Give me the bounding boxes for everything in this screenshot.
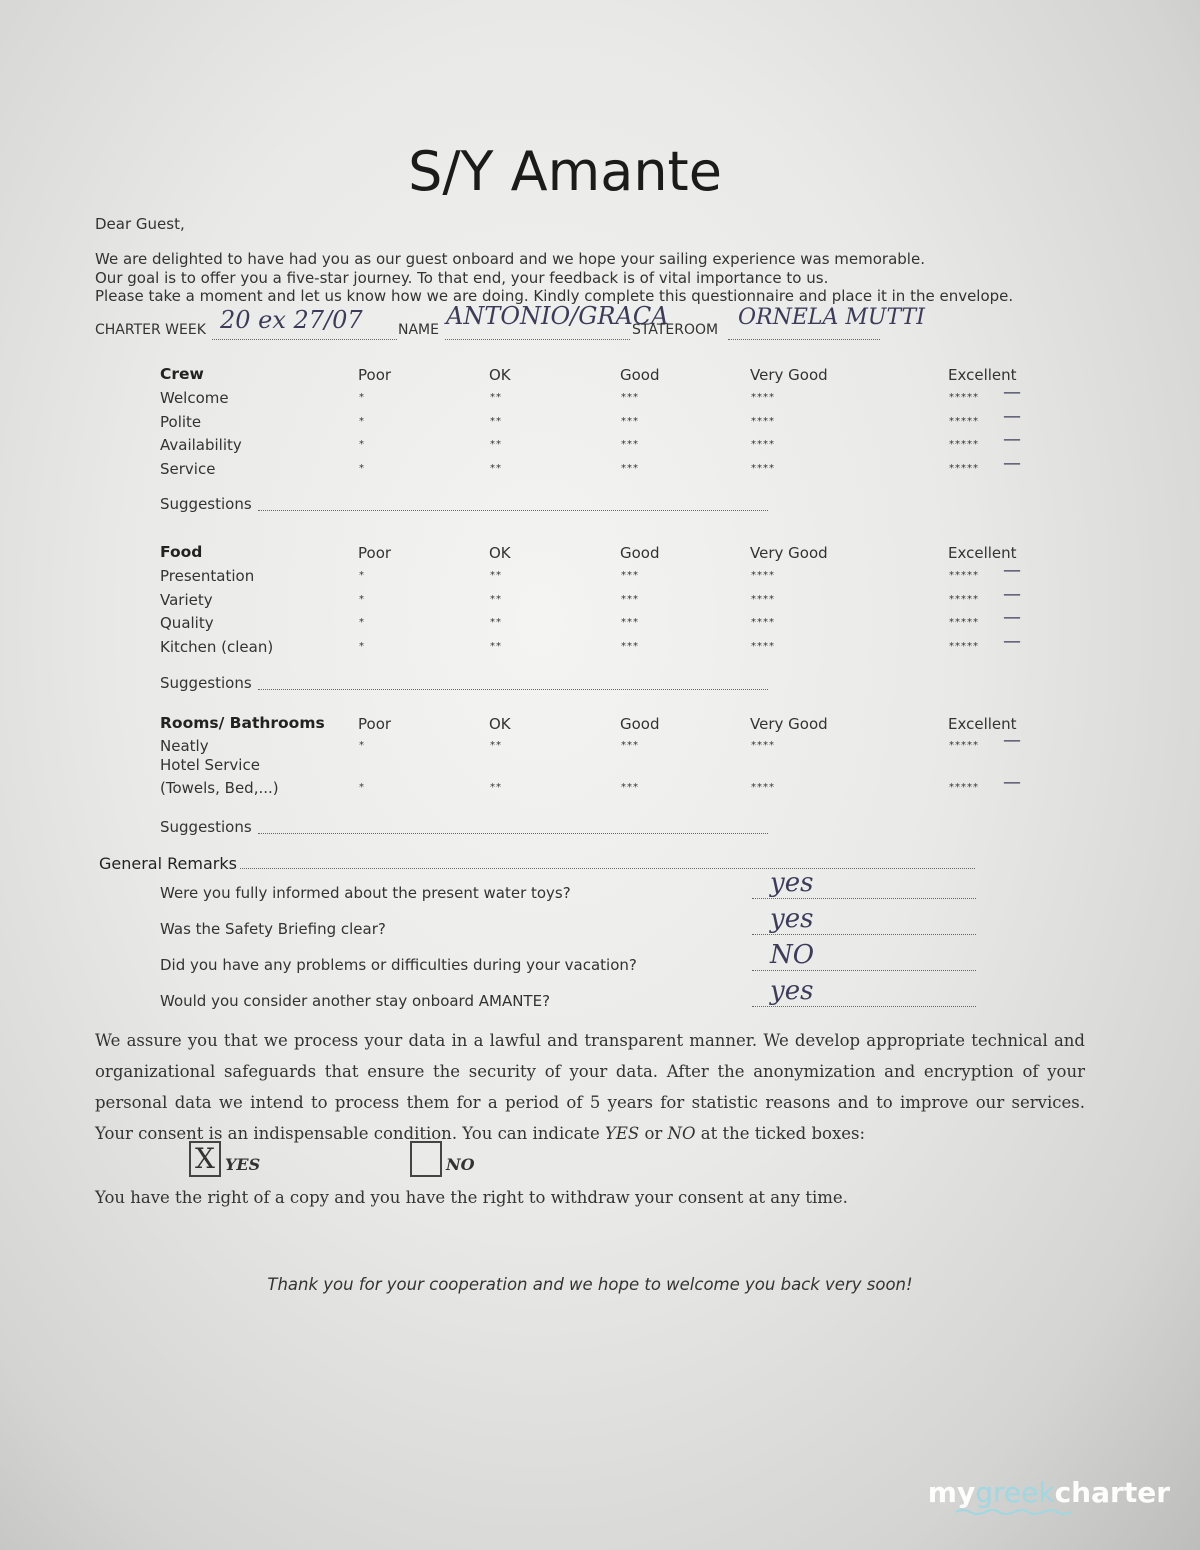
rating-check-mark: — — [1003, 607, 1021, 628]
column-header-excellent: Excellent — [948, 715, 1017, 733]
rating-option[interactable]: **** — [751, 740, 775, 751]
rating-option[interactable]: **** — [751, 415, 775, 427]
rating-option[interactable]: *** — [621, 640, 639, 652]
column-header-ok: OK — [489, 366, 511, 384]
name-value[interactable]: ANTONIO/GRACA — [446, 302, 669, 330]
charter-week-label: CHARTER WEEK — [95, 322, 206, 338]
answer-line — [752, 1006, 976, 1007]
consent-text — [95, 1025, 1085, 1149]
column-header-good: Good — [620, 715, 660, 733]
rating-check-mark: — — [1003, 405, 1021, 427]
logo-part-charter: charter — [1054, 1476, 1170, 1509]
consent-yes-checkbox[interactable] — [189, 1141, 221, 1177]
document-title: S/Y Amante — [408, 140, 722, 203]
rating-option[interactable]: * — [359, 462, 365, 474]
answer-value[interactable]: yes — [770, 868, 814, 898]
consent-yes-word: YES — [604, 1124, 640, 1143]
rating-option[interactable]: ** — [490, 439, 502, 450]
rating-option[interactable]: ***** — [949, 593, 979, 605]
rating-option[interactable]: ** — [490, 740, 502, 751]
answer-value[interactable]: yes — [770, 904, 814, 934]
consent-no-word: NO — [667, 1124, 696, 1143]
column-header-ok: OK — [489, 544, 511, 562]
rating-option[interactable]: **** — [751, 593, 775, 605]
charter-week-line — [212, 339, 397, 340]
name-line — [445, 339, 630, 340]
section-heading: Crew — [160, 365, 204, 383]
rating-option[interactable]: * — [359, 782, 365, 793]
rating-option[interactable]: ** — [490, 462, 502, 474]
answer-line — [752, 970, 976, 971]
answer-line — [752, 898, 976, 899]
question-text: Were you fully informed about the present water toys? — [160, 884, 571, 902]
rating-check-mark: — — [1003, 730, 1021, 751]
rating-row-label: Polite — [160, 412, 202, 431]
rating-option[interactable]: * — [359, 570, 365, 581]
suggestions-input[interactable] — [258, 689, 768, 690]
rating-row-label: Neatly — [160, 737, 209, 755]
rating-check-mark: — — [1003, 630, 1021, 652]
column-header-very-good: Very Good — [750, 544, 828, 562]
consent-text-end: at the ticked boxes: — [695, 1124, 866, 1143]
rating-option[interactable]: * — [359, 593, 365, 605]
rating-option[interactable]: * — [359, 640, 365, 652]
rating-option[interactable]: *** — [621, 740, 639, 751]
rating-option[interactable]: * — [359, 740, 365, 751]
rating-option[interactable]: *** — [621, 392, 639, 403]
column-header-poor: Poor — [358, 366, 392, 384]
logo-part-my: my — [927, 1476, 976, 1509]
rating-option[interactable]: *** — [621, 462, 639, 474]
suggestions-label: Suggestions — [160, 674, 252, 692]
rating-option[interactable]: **** — [751, 570, 775, 581]
general-remarks-line — [240, 868, 975, 869]
suggestions-label: Suggestions — [160, 495, 252, 513]
column-header-ok: OK — [489, 715, 511, 733]
column-header-good: Good — [620, 366, 660, 384]
rating-row-label: Service — [160, 459, 216, 478]
rating-check-mark: — — [1003, 382, 1021, 403]
question-text: Would you consider another stay onboard AMANTE? — [160, 992, 551, 1010]
consent-no-checkbox[interactable] — [410, 1141, 442, 1177]
section-heading: Rooms/ Bathrooms — [160, 714, 325, 732]
rating-option[interactable]: **** — [751, 640, 775, 652]
rating-option[interactable]: ** — [490, 617, 502, 628]
rating-check-mark: — — [1003, 583, 1021, 605]
rating-row-label: Kitchen (clean) — [160, 637, 274, 656]
rating-option[interactable]: **** — [751, 617, 775, 628]
rating-row-label: Quality — [160, 614, 214, 632]
rating-row-label: Availability — [160, 436, 242, 454]
rating-check-mark: — — [1003, 772, 1021, 793]
rating-option[interactable]: *** — [621, 782, 639, 793]
intro-line-1: We are delighted to have had you as our guest onboard and we hope your sailing experience was memorable. — [95, 250, 925, 268]
rights-text: You have the right of a copy and you have the right to withdraw your consent at any time. — [95, 1188, 848, 1207]
rating-option[interactable]: ***** — [949, 640, 979, 652]
closing-message: Thank you for your cooperation and we hope to welcome you back very soon! — [267, 1275, 913, 1294]
rating-option[interactable]: ** — [490, 415, 502, 427]
rating-option[interactable]: ** — [490, 640, 502, 652]
rating-option[interactable]: ***** — [949, 462, 979, 474]
name-label: NAME — [398, 322, 439, 338]
rating-option[interactable]: *** — [621, 415, 639, 427]
rating-option[interactable]: ** — [490, 570, 502, 581]
rating-check-mark: — — [1003, 429, 1021, 450]
column-header-poor: Poor — [358, 715, 392, 733]
rating-row-label: Variety — [160, 590, 213, 609]
intro-line-2: Our goal is to offer you a five-star journey. To that end, your feedback is of vital importance to us. — [95, 269, 829, 287]
answer-value[interactable]: yes — [770, 976, 814, 1006]
stateroom-value[interactable]: ORNELA MUTTI — [738, 305, 925, 330]
rating-option[interactable]: ***** — [949, 570, 979, 581]
consent-yes-label: YES — [225, 1155, 261, 1174]
rating-option[interactable]: * — [359, 439, 365, 450]
rating-check-mark: — — [1003, 560, 1021, 581]
column-header-good: Good — [620, 544, 660, 562]
rating-row-label: (Towels, Bed,...) — [160, 779, 279, 797]
rating-option[interactable]: *** — [621, 570, 639, 581]
question-text: Did you have any problems or difficulties during your vacation? — [160, 956, 637, 974]
column-header-very-good: Very Good — [750, 715, 828, 733]
rating-option[interactable]: *** — [621, 593, 639, 605]
rating-check-mark: — — [1003, 452, 1021, 474]
rating-option[interactable]: **** — [751, 439, 775, 450]
rating-option[interactable]: ** — [490, 392, 502, 403]
column-header-excellent: Excellent — [948, 544, 1017, 562]
question-text: Was the Safety Briefing clear? — [160, 920, 386, 938]
rating-option[interactable]: *** — [621, 439, 639, 450]
logo-part-greek: greek — [975, 1476, 1055, 1509]
rating-option[interactable]: ***** — [949, 392, 979, 403]
checkbox-x-mark: X — [195, 1142, 215, 1175]
suggestions-input[interactable] — [258, 833, 768, 834]
rating-option[interactable]: ***** — [949, 439, 979, 450]
rating-option[interactable]: * — [359, 392, 365, 403]
rating-option[interactable]: ** — [490, 782, 502, 793]
section-heading: Food — [160, 543, 203, 561]
rating-row-label: Welcome — [160, 389, 229, 407]
intro-line-3: Please take a moment and let us know how we are doing. Kindly complete this questionnaire and place it in the envelope. — [95, 287, 1014, 305]
rating-row-label: Presentation — [160, 567, 255, 585]
rating-option[interactable]: * — [359, 617, 365, 628]
rating-option[interactable]: *** — [621, 617, 639, 628]
rating-option[interactable]: **** — [751, 392, 775, 403]
column-header-excellent: Excellent — [948, 366, 1017, 384]
consent-text-main: We assure you that we process your data in a lawful and transparent manner. We develop appropriate technical and organizational safeguards that ensure the security of your data. After the anonymization and encryption of your personal data we intend to process them for a period of 5 years for statistic reasons and to improve our services. Your consent is an indispensable condition. You can indicate — [95, 1031, 1085, 1143]
consent-or-word: or — [639, 1124, 668, 1143]
rating-option[interactable]: ***** — [949, 617, 979, 628]
rating-option[interactable]: **** — [751, 462, 775, 474]
mygreekcharter-logo — [928, 1476, 1170, 1509]
stateroom-label: STATEROOM — [632, 322, 719, 338]
suggestions-input[interactable] — [258, 510, 768, 511]
column-header-poor: Poor — [358, 544, 392, 562]
general-remarks-label: General Remarks — [99, 854, 237, 873]
stateroom-line — [728, 339, 880, 340]
rating-option[interactable]: * — [359, 415, 365, 427]
rating-option[interactable]: **** — [751, 782, 775, 793]
answer-line — [752, 934, 976, 935]
answer-value[interactable]: NO — [770, 940, 815, 970]
rating-option[interactable]: ***** — [949, 415, 979, 427]
column-header-very-good: Very Good — [750, 366, 828, 384]
charter-week-value[interactable]: 20 ex 27/07 — [220, 306, 363, 334]
consent-no-label: NO — [446, 1155, 475, 1174]
logo-wave-icon — [956, 1508, 1072, 1516]
rating-option[interactable]: ***** — [949, 740, 979, 751]
rating-option[interactable]: ** — [490, 593, 502, 605]
greeting: Dear Guest, — [95, 215, 185, 233]
rating-option[interactable]: ***** — [949, 782, 979, 793]
suggestions-label: Suggestions — [160, 818, 252, 836]
rating-row-label: Hotel Service — [160, 756, 260, 774]
